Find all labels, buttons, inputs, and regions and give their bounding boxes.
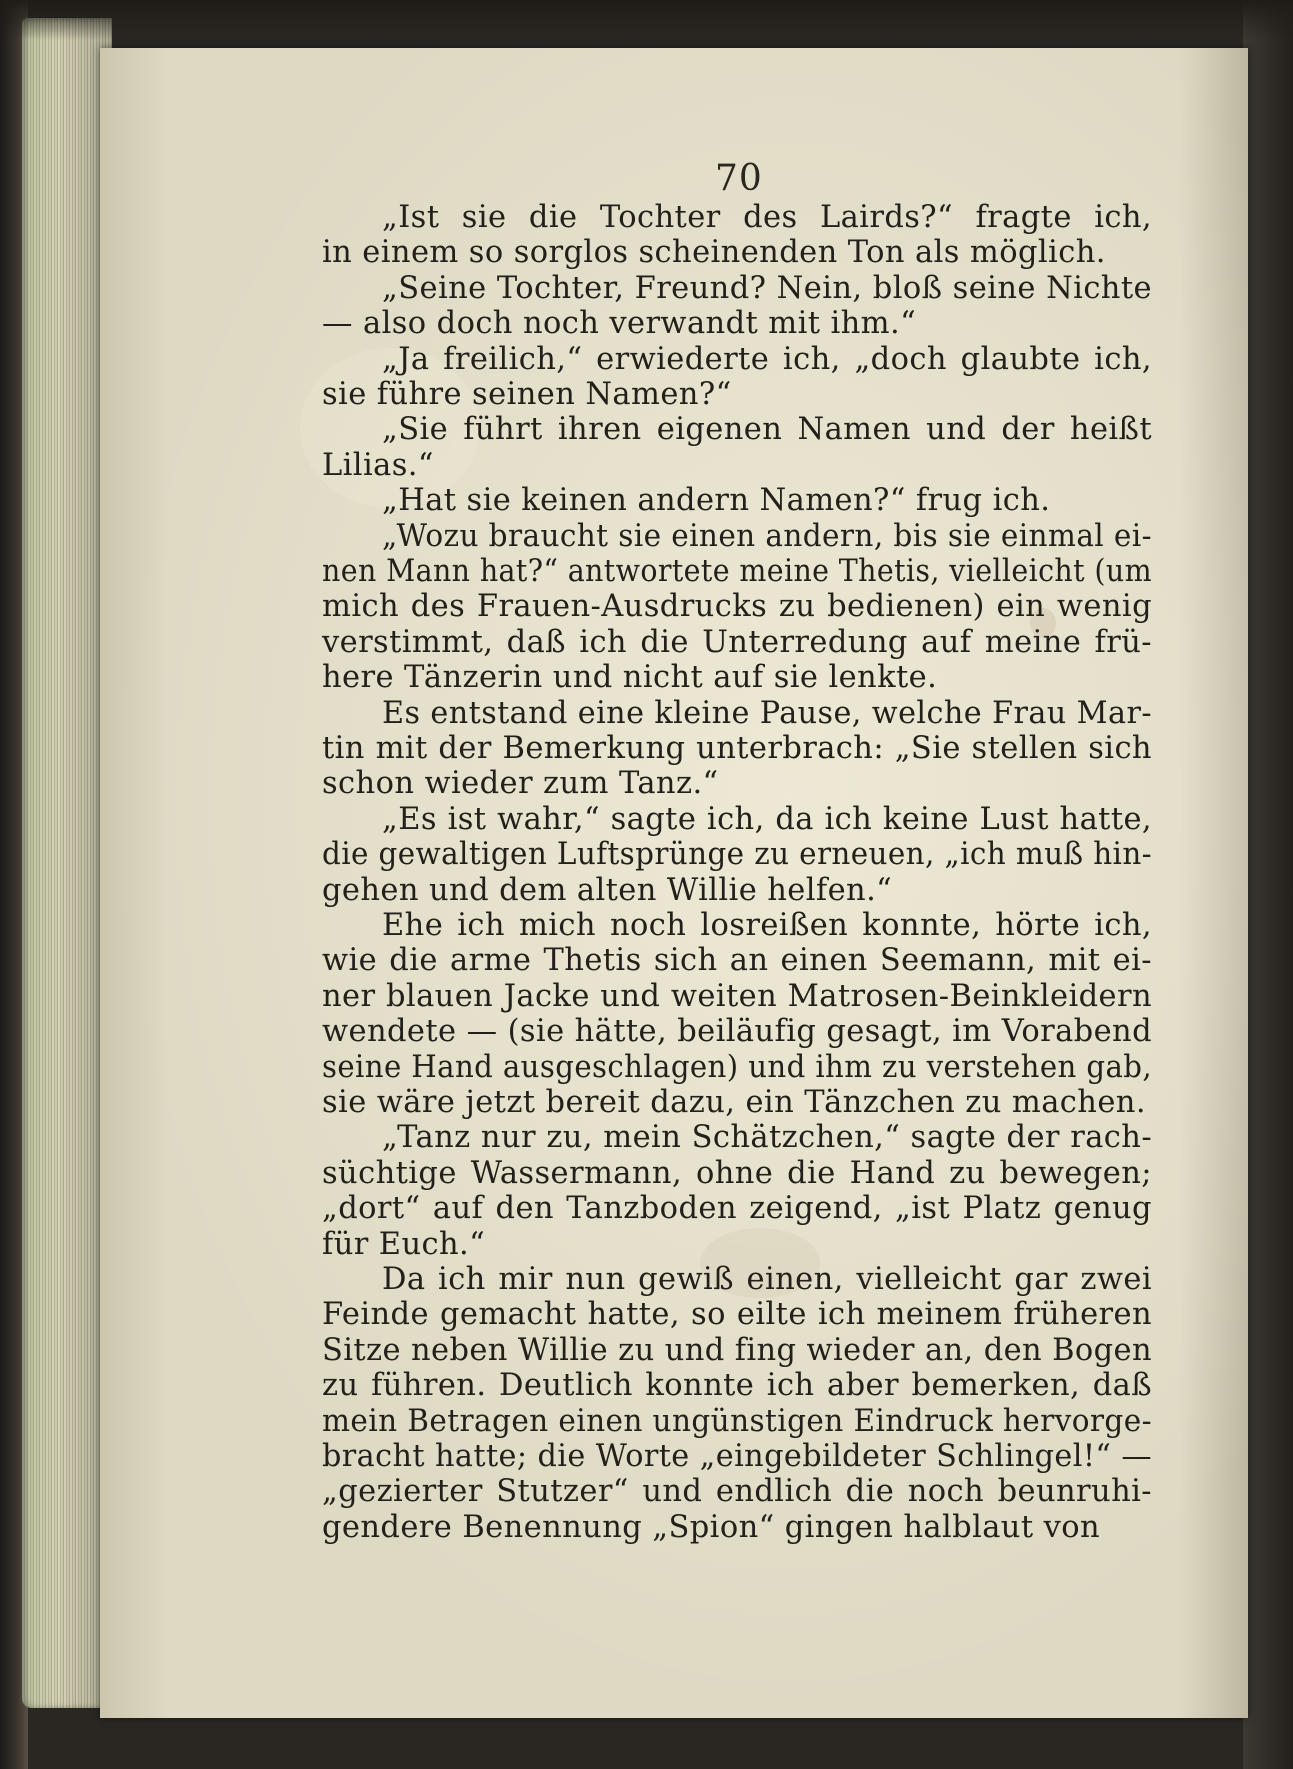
text-line: ner blauen Jacke und weiten Matrosen-Beinkleidern xyxy=(322,978,1153,1014)
text-line: mein Betragen einen ungünstigen Eindruck hervorge- xyxy=(322,1403,1152,1439)
text-line: tin mit der Bemerkung unterbrach: „Sie stellen sich xyxy=(322,731,1152,766)
text-line: gehen und dem alten Willie helfen.“ xyxy=(322,872,893,908)
text-line: wie die arme Thetis sich an einen Seemann, mit ei- xyxy=(322,943,1152,979)
text-line: „Wozu braucht sie einen andern, bis sie einmal ei- xyxy=(382,518,1152,554)
text-line: „gezierter Stutzer“ und endlich die noch beunruhi- xyxy=(322,1474,1152,1510)
top-shadow xyxy=(0,0,1293,40)
text-line: „Hat sie keinen andern Namen?“ frug ich. xyxy=(382,483,1051,519)
text-line: gendere Benennung „Spion“ gingen halblaut von xyxy=(322,1509,1101,1545)
text-line: seine Hand ausgeschlagen) und ihm zu verstehen gab, xyxy=(322,1049,1153,1085)
text-line: here Tänzerin und nicht auf sie lenkte. xyxy=(322,660,938,696)
text-line: „Es ist wahr,“ sagte ich, da ich keine Lust hatte, xyxy=(382,801,1153,837)
text-line: verstimmt, daß ich die Unterredung auf meine frü- xyxy=(322,624,1152,660)
text-line: „Ja freilich,“ erwiederte ich, „doch glaubte ich, xyxy=(382,341,1152,377)
text-line: Lilias.“ xyxy=(322,447,434,483)
text-line: in einem so sorglos scheinenden Ton als möglich. xyxy=(322,235,1106,271)
page-edges xyxy=(22,18,112,1708)
text-line: schon wieder zum Tanz.“ xyxy=(322,766,719,802)
text-line: zu führen. Deutlich konnte ich aber bemerken, daß xyxy=(322,1368,1152,1404)
text-line: bracht hatte; die Worte „eingebildeter Schlingel!“ — xyxy=(322,1439,1153,1474)
text-line: — also doch noch verwandt mit ihm.“ xyxy=(322,306,917,342)
text-line: „Seine Tochter, Freund? Nein, bloß seine Nichte xyxy=(382,270,1152,306)
text-line: Feinde gemacht hatte, so eilte ich meinem früheren xyxy=(322,1297,1153,1333)
text-line: Ehe ich mich noch losreißen konnte, hörte ich, xyxy=(382,908,1152,943)
text-line: sie wäre jetzt bereit dazu, ein Tänzchen zu machen. xyxy=(322,1085,1146,1120)
text-line: die gewaltigen Luftsprünge zu erneuen, „ich muß hin- xyxy=(322,837,1152,873)
text-line: mich des Frauen-Ausdrucks zu bedienen) ein wenig xyxy=(322,589,1153,625)
text-line: „Sie führt ihren eigenen Namen und der heißt xyxy=(382,412,1152,448)
text-line: Da ich mir nun gewiß einen, vielleicht gar zwei xyxy=(382,1262,1152,1297)
text-line: „Tanz nur zu, mein Schätzchen,“ sagte der rach- xyxy=(382,1120,1153,1156)
text-line: „dort“ auf den Tanzboden zeigend, „ist Platz genug xyxy=(322,1191,1152,1227)
text-line: wendete — (sie hätte, beiläufig gesagt, im Vorabend xyxy=(322,1014,1153,1050)
page-number: 70 xyxy=(715,158,763,199)
text-line: sie führe seinen Namen?“ xyxy=(322,377,732,412)
text-line: süchtige Wassermann, ohne die Hand zu bewegen; xyxy=(322,1155,1152,1191)
text-line: Es entstand eine kleine Pause, welche Frau Mar- xyxy=(382,695,1152,731)
text-line: Sitze neben Willie zu und fing wieder an, den Bogen xyxy=(322,1332,1153,1368)
text-line: nen Mann hat?“ antwortete meine Thetis, vielleicht (um xyxy=(322,554,1152,589)
right-cover xyxy=(1243,0,1293,1769)
text-line: „Ist sie die Tochter des Lairds?“ fragte ich, xyxy=(382,200,1152,235)
text-line: für Euch.“ xyxy=(322,1226,486,1262)
